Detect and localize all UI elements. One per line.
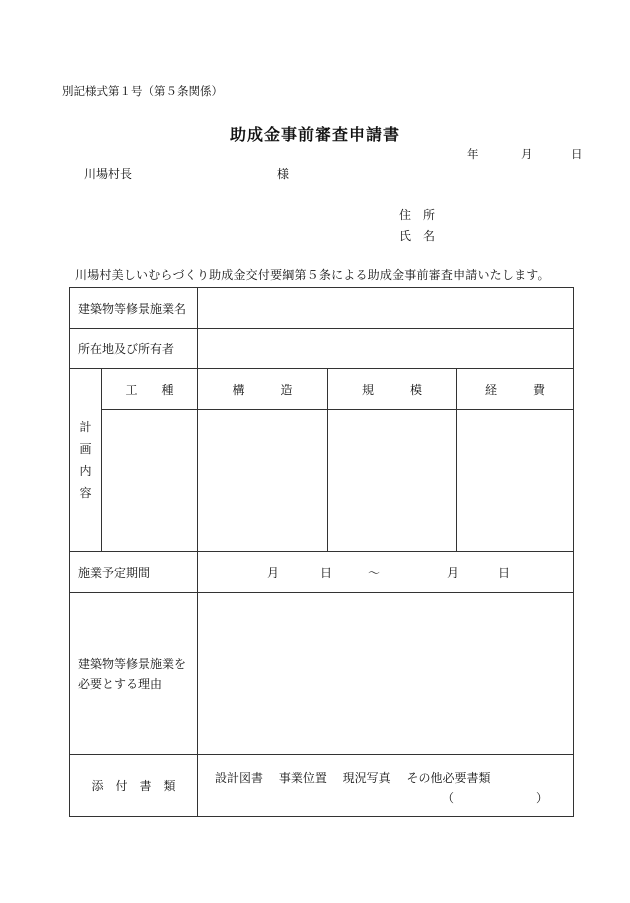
header-structure: 構 造 <box>198 369 328 410</box>
row-plan-values <box>70 410 574 552</box>
intro-text: 川場村美しいむらづくり助成金交付要綱第５条による助成金事前審査申請いたします。 <box>75 268 550 282</box>
period-day-2: 日 <box>498 566 511 580</box>
addressee: 川場村長 <box>84 167 133 181</box>
header-work-type: 工 種 <box>102 369 198 410</box>
scale-field[interactable] <box>328 410 457 552</box>
address-label: 住 所 <box>399 208 436 222</box>
period-label: 施業予定期間 <box>70 552 198 593</box>
date-month-label: 月 <box>521 147 533 161</box>
header-cost: 経 費 <box>457 369 574 410</box>
attachment-paren-close: ） <box>536 790 549 805</box>
reason-field[interactable] <box>198 593 574 755</box>
attachment-paren-open: （ <box>442 790 455 805</box>
application-table <box>69 287 574 817</box>
header-scale: 規 模 <box>328 369 457 410</box>
project-name-label: 建築物等修景施業名 <box>70 288 198 329</box>
location-owner-label: 所在地及び所有者 <box>70 329 198 369</box>
date-year-label: 年 <box>467 147 479 161</box>
location-owner-field[interactable] <box>198 329 574 369</box>
date-day-label: 日 <box>571 147 583 161</box>
plan-content-label: 計 画 内 容 <box>70 369 102 552</box>
period-field[interactable] <box>198 552 574 593</box>
row-reason <box>70 593 574 755</box>
cost-field[interactable] <box>457 410 574 552</box>
attachments-field[interactable] <box>198 755 574 817</box>
attachment-items: 設計図書 事業位置 現況写真 その他必要書類 <box>215 770 491 785</box>
period-day-1: 日 <box>320 566 333 580</box>
project-name-field[interactable] <box>198 288 574 329</box>
form-number: 別記様式第１号（第５条関係） <box>62 84 223 98</box>
page-title: 助成金事前審査申請書 <box>229 125 400 144</box>
row-plan-headers <box>70 369 574 410</box>
row-project-name <box>70 288 574 329</box>
name-label: 氏 名 <box>399 229 436 243</box>
work-type-field[interactable] <box>102 410 198 552</box>
period-month-1: 月 <box>267 566 280 580</box>
attachments-label: 添 付 書 類 <box>70 755 198 817</box>
row-location-owner <box>70 329 574 369</box>
row-period <box>70 552 574 593</box>
row-attachments <box>70 755 574 817</box>
period-tilde: ～ <box>368 566 381 580</box>
honorific: 様 <box>277 167 290 181</box>
reason-label: 建築物等修景施業を 必要とする理由 <box>70 593 198 755</box>
period-month-2: 月 <box>447 566 460 580</box>
structure-field[interactable] <box>198 410 328 552</box>
